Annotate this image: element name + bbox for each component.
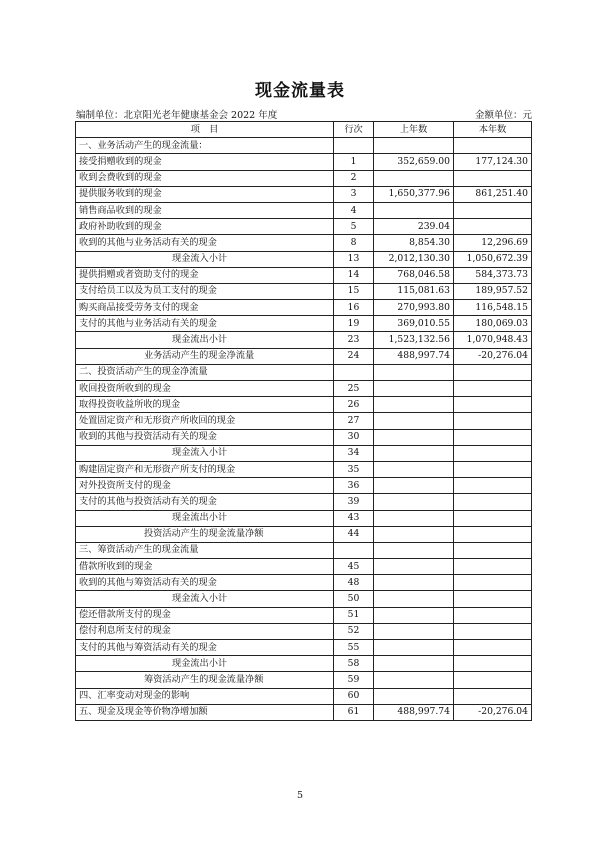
- row-line-number: 59: [334, 672, 374, 688]
- table-row: [76, 186, 532, 202]
- row-prev-year-amount: [374, 688, 454, 704]
- table-row: [76, 332, 532, 348]
- row-curr-year-amount: [454, 413, 532, 429]
- row-curr-year-amount: [454, 364, 532, 380]
- row-line-number: 34: [334, 445, 374, 461]
- row-prev-year-amount: [374, 672, 454, 688]
- row-prev-year-amount: 115,081.63: [374, 283, 454, 299]
- table-row: [76, 559, 532, 575]
- table-row: [76, 235, 532, 251]
- row-prev-year-amount: [374, 364, 454, 380]
- table-header-row: [76, 122, 532, 138]
- table-row: [76, 364, 532, 380]
- reporting-entity: 编制单位：北京阳光老年健康基金会 2022 年度: [76, 110, 278, 121]
- table-row: [76, 251, 532, 267]
- header-item: 项 目: [76, 122, 334, 138]
- row-item-label: 对外投资所支付的现金: [76, 478, 334, 494]
- row-item-label: 收回投资所收到的现金: [76, 381, 334, 397]
- row-curr-year-amount: [454, 542, 532, 558]
- row-line-number: 13: [334, 251, 374, 267]
- row-prev-year-amount: 2,012,130.30: [374, 251, 454, 267]
- table-row: [76, 526, 532, 542]
- row-line-number: 14: [334, 267, 374, 283]
- row-curr-year-amount: [454, 461, 532, 477]
- row-line-number: 16: [334, 300, 374, 316]
- row-prev-year-amount: [374, 397, 454, 413]
- row-curr-year-amount: [454, 640, 532, 656]
- row-curr-year-amount: 180,069.03: [454, 316, 532, 332]
- table-row: [76, 591, 532, 607]
- table-body: [76, 138, 532, 721]
- row-prev-year-amount: 369,010.55: [374, 316, 454, 332]
- row-item-label: 现金流入小计: [76, 251, 334, 267]
- table-row: [76, 461, 532, 477]
- row-curr-year-amount: [454, 510, 532, 526]
- row-line-number: 35: [334, 461, 374, 477]
- row-prev-year-amount: [374, 170, 454, 186]
- row-curr-year-amount: 1,050,672.39: [454, 251, 532, 267]
- row-curr-year-amount: [454, 429, 532, 445]
- row-curr-year-amount: [454, 656, 532, 672]
- row-curr-year-amount: 584,373.73: [454, 267, 532, 283]
- row-line-number: 58: [334, 656, 374, 672]
- row-curr-year-amount: [454, 202, 532, 218]
- row-item-label: 销售商品收到的现金: [76, 202, 334, 218]
- row-line-number: 55: [334, 640, 374, 656]
- row-prev-year-amount: [374, 494, 454, 510]
- row-item-label: 购买商品接受劳务支付的现金: [76, 300, 334, 316]
- row-curr-year-amount: -20,276.04: [454, 704, 532, 720]
- table-row: [76, 300, 532, 316]
- row-prev-year-amount: [374, 542, 454, 558]
- row-item-label: 现金流出小计: [76, 656, 334, 672]
- table-row: [76, 429, 532, 445]
- row-prev-year-amount: [374, 381, 454, 397]
- row-line-number: [334, 542, 374, 558]
- row-prev-year-amount: 8,854.30: [374, 235, 454, 251]
- row-item-label: 支付的其他与筹资活动有关的现金: [76, 640, 334, 656]
- row-prev-year-amount: [374, 478, 454, 494]
- row-prev-year-amount: [374, 623, 454, 639]
- row-curr-year-amount: [454, 397, 532, 413]
- row-item-label: 偿还借款所支付的现金: [76, 607, 334, 623]
- table-row: [76, 397, 532, 413]
- currency-unit: 金额单位：元: [474, 110, 532, 121]
- row-line-number: 44: [334, 526, 374, 542]
- row-prev-year-amount: [374, 445, 454, 461]
- row-line-number: 43: [334, 510, 374, 526]
- row-line-number: [334, 138, 374, 154]
- row-line-number: 26: [334, 397, 374, 413]
- row-curr-year-amount: [454, 575, 532, 591]
- row-prev-year-amount: 270,993.80: [374, 300, 454, 316]
- table-row: [76, 348, 532, 364]
- table-row: [76, 170, 532, 186]
- row-prev-year-amount: 352,659.00: [374, 154, 454, 170]
- page-number: 5: [296, 790, 304, 801]
- table-row: [76, 510, 532, 526]
- row-item-label: 一、业务活动产生的现金流量：: [76, 138, 334, 154]
- row-curr-year-amount: [454, 672, 532, 688]
- row-line-number: 50: [334, 591, 374, 607]
- row-item-label: 支付的其他与业务活动有关的现金: [76, 316, 334, 332]
- row-item-label: 现金流出小计: [76, 332, 334, 348]
- row-curr-year-amount: [454, 381, 532, 397]
- row-curr-year-amount: 1,070,948.43: [454, 332, 532, 348]
- row-item-label: 二、投资活动产生的现金净流量: [76, 364, 334, 380]
- row-line-number: 51: [334, 607, 374, 623]
- table-row: [76, 542, 532, 558]
- row-prev-year-amount: [374, 640, 454, 656]
- row-curr-year-amount: 116,548.15: [454, 300, 532, 316]
- row-line-number: 39: [334, 494, 374, 510]
- header-line-no: 行次: [334, 122, 374, 138]
- row-line-number: 1: [334, 154, 374, 170]
- row-prev-year-amount: 488,997.74: [374, 704, 454, 720]
- row-prev-year-amount: 1,523,132.56: [374, 332, 454, 348]
- row-item-label: 三、筹资活动产生的现金流量: [76, 542, 334, 558]
- row-line-number: 4: [334, 202, 374, 218]
- row-curr-year-amount: [454, 559, 532, 575]
- row-item-label: 五、现金及现金等价物净增加额: [76, 704, 334, 720]
- table-row: [76, 202, 532, 218]
- table-row: [76, 704, 532, 720]
- row-prev-year-amount: [374, 510, 454, 526]
- table-row: [76, 623, 532, 639]
- table-row: [76, 316, 532, 332]
- row-item-label: 接受捐赠收到的现金: [76, 154, 334, 170]
- table-row: [76, 656, 532, 672]
- table-row: [76, 478, 532, 494]
- row-prev-year-amount: [374, 591, 454, 607]
- table-row: [76, 154, 532, 170]
- row-line-number: 23: [334, 332, 374, 348]
- row-curr-year-amount: [454, 688, 532, 704]
- header-prev-year: 上年数: [374, 122, 454, 138]
- row-item-label: 借款所收到的现金: [76, 559, 334, 575]
- table-row: [76, 640, 532, 656]
- table-row: [76, 672, 532, 688]
- row-item-label: 投资活动产生的现金流量净额: [76, 526, 334, 542]
- row-item-label: 购建固定资产和无形资产所支付的现金: [76, 461, 334, 477]
- row-prev-year-amount: 488,997.74: [374, 348, 454, 364]
- table-row: [76, 575, 532, 591]
- header-curr-year: 本年数: [454, 122, 532, 138]
- table-row: [76, 219, 532, 235]
- table-row: [76, 283, 532, 299]
- table-row: [76, 138, 532, 154]
- row-line-number: 24: [334, 348, 374, 364]
- row-line-number: 2: [334, 170, 374, 186]
- row-item-label: 取得投资收益所收的现金: [76, 397, 334, 413]
- row-line-number: 5: [334, 219, 374, 235]
- row-item-label: 收到会费收到的现金: [76, 170, 334, 186]
- row-curr-year-amount: 177,124.30: [454, 154, 532, 170]
- row-curr-year-amount: [454, 591, 532, 607]
- row-item-label: 收到的其他与筹资活动有关的现金: [76, 575, 334, 591]
- row-item-label: 收到的其他与投资活动有关的现金: [76, 429, 334, 445]
- row-item-label: 现金流入小计: [76, 591, 334, 607]
- row-curr-year-amount: [454, 607, 532, 623]
- row-item-label: 提供捐赠或者资助支付的现金: [76, 267, 334, 283]
- table-row: [76, 413, 532, 429]
- row-item-label: 政府补助收到的现金: [76, 219, 334, 235]
- row-curr-year-amount: [454, 478, 532, 494]
- row-prev-year-amount: [374, 461, 454, 477]
- row-curr-year-amount: [454, 445, 532, 461]
- row-prev-year-amount: 768,046.58: [374, 267, 454, 283]
- row-curr-year-amount: [454, 623, 532, 639]
- row-line-number: 48: [334, 575, 374, 591]
- row-curr-year-amount: 861,251.40: [454, 186, 532, 202]
- row-item-label: 提供服务收到的现金: [76, 186, 334, 202]
- page-title: 现金流量表: [255, 81, 345, 101]
- row-line-number: 60: [334, 688, 374, 704]
- row-line-number: 25: [334, 381, 374, 397]
- row-line-number: 3: [334, 186, 374, 202]
- row-item-label: 现金流入小计: [76, 445, 334, 461]
- row-line-number: 36: [334, 478, 374, 494]
- row-prev-year-amount: [374, 656, 454, 672]
- row-line-number: 15: [334, 283, 374, 299]
- row-item-label: 筹资活动产生的现金流量净额: [76, 672, 334, 688]
- row-item-label: 四、汇率变动对现金的影响: [76, 688, 334, 704]
- row-line-number: 61: [334, 704, 374, 720]
- row-line-number: 30: [334, 429, 374, 445]
- row-prev-year-amount: [374, 575, 454, 591]
- row-item-label: 现金流出小计: [76, 510, 334, 526]
- table-row: [76, 494, 532, 510]
- row-prev-year-amount: [374, 413, 454, 429]
- row-curr-year-amount: 189,957.52: [454, 283, 532, 299]
- row-curr-year-amount: -20,276.04: [454, 348, 532, 364]
- row-prev-year-amount: [374, 429, 454, 445]
- cash-flow-table: [75, 121, 532, 721]
- row-prev-year-amount: [374, 559, 454, 575]
- row-item-label: 支付给员工以及为员工支付的现金: [76, 283, 334, 299]
- row-item-label: 业务活动产生的现金净流量: [76, 348, 334, 364]
- row-curr-year-amount: [454, 526, 532, 542]
- row-curr-year-amount: [454, 170, 532, 186]
- row-prev-year-amount: [374, 202, 454, 218]
- table-row: [76, 267, 532, 283]
- row-item-label: 收到的其他与业务活动有关的现金: [76, 235, 334, 251]
- row-curr-year-amount: [454, 494, 532, 510]
- row-prev-year-amount: [374, 607, 454, 623]
- row-item-label: 支付的其他与投资活动有关的现金: [76, 494, 334, 510]
- row-line-number: 45: [334, 559, 374, 575]
- row-line-number: [334, 364, 374, 380]
- table-row: [76, 381, 532, 397]
- row-curr-year-amount: [454, 138, 532, 154]
- row-prev-year-amount: 239.04: [374, 219, 454, 235]
- table-row: [76, 688, 532, 704]
- row-line-number: 27: [334, 413, 374, 429]
- row-curr-year-amount: [454, 219, 532, 235]
- row-line-number: 52: [334, 623, 374, 639]
- row-line-number: 8: [334, 235, 374, 251]
- row-prev-year-amount: [374, 138, 454, 154]
- row-prev-year-amount: 1,650,377.96: [374, 186, 454, 202]
- table-row: [76, 445, 532, 461]
- row-item-label: 偿付利息所支付的现金: [76, 623, 334, 639]
- row-prev-year-amount: [374, 526, 454, 542]
- row-curr-year-amount: 12,296.69: [454, 235, 532, 251]
- row-line-number: 19: [334, 316, 374, 332]
- row-item-label: 处置固定资产和无形资产所收回的现金: [76, 413, 334, 429]
- table-row: [76, 607, 532, 623]
